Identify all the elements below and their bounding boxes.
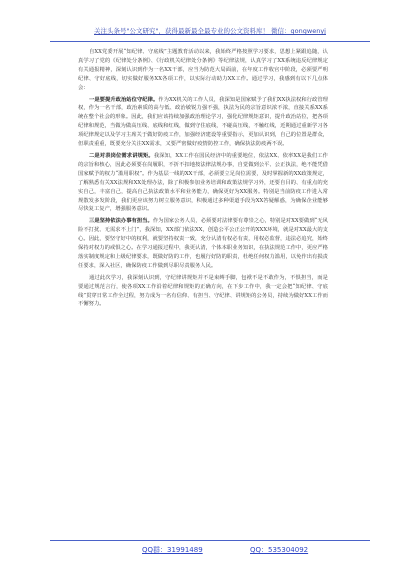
paragraph-heading: 二是对表岗位需求讲规矩。 [89,152,154,159]
paragraph-heading: 三是坚持依法办事有担当。 [89,218,153,225]
page-header: 关注头条号"公文研究"，获得最新最全最专业的公文资料库！ 微信：gongwenyj [94,27,326,35]
paragraph-point-2 [78,152,328,214]
paragraph-text: 作为国家公务人员，必须要对法律要有尊崇之心，特别是对XX要做到“无风险不打扰、无需求不上门”，我深知，XX部门依法XX，创造公平公正公开的XXX环境，就是对XX最大的支心。因此，要坚守好中的权利，就要坚持权责一致，充分认清有权必有责，用权必监督，违法必追究，始终保持对权力的戒惧之心。在学习通报过程中，我更认清，个体本职业务知识，在执法规范工作中，更应严格落实制度规定和上级纪律要求，既做好防的工作，也履行好防的职责，杜绝任何权力滥用，以免作出有损责任要求，深入社区，确保防疫工作做到尽职尽责服务人民。 [78,218,328,269]
document-body [78,48,328,513]
paragraph-heading: 一是要提升政治站位守纪律。 [89,96,159,103]
footer-divider [50,540,370,541]
qq-group-link[interactable]: QQ群：31991489 [142,546,203,554]
paragraph-text: 通过此次学习，我深刻认识到，守纪律讲规矩并不是束缚手脚，包袱不是不敢作为，不惧担当，而是要通过规范言行，使各项XX工作沿着纪律和规矩的正确方向，在下步工作中，我一定会把“知纪律、守底线”贯穿日常工作全过程，努力成为一名有信仰、有担当、守纪律、讲规矩的公务员，持续为做好XX工作而不懈努力。 [78,274,328,308]
paragraph-intro [78,48,328,93]
paragraph-point-3 [78,217,328,270]
qq-contact-link[interactable]: QQ：535304092 [250,546,309,554]
page-footer [50,542,370,556]
header-divider [50,41,370,42]
paragraph-text: 我深知，XX工作在国民经济中的重要地位，依法XX、依率XX是我们工作的宗旨和核心，因此必须要在岗履职，不折不扣地按法律法规办事，自觉做到公平、公正执法，绝不能凭借国家赋予的权力“滥用职权”。作为基层一线的XX干部，必须要立足岗位需要，及时掌握新的XX政策规定，了解熟悉有关XX法规和XX处理办法，除了积极参加业务培训和政策法规学习外，还要自目的、有重点的充实自己，丰富自己，提高自己执法政策水平和业务能力，确保更好为XX服务。特别是当前防疫工作进入常规散发多发阶段，我们更应该努力树立服务意识，积极通过多种渠道手段为XX答疑解惑，为确保企业能够尽快复工复产，增强服务意识。 [78,152,328,213]
paragraph-conclusion [78,274,328,310]
paragraph-text: 自XX党委开展“知纪律、守底线”主题教育活动以来，我始终严格按照学习要求，思想上紧跟追随，认真学习了党的《纪律处分条例》、《行政机关纪律处分条例》等纪律法规，认真学习了XX系统违反纪律规定有关通报精神，深刻认识到作为一名XX干部，应当为防范大局面前，在年度工作收官中阶段，必须要严明纪律、守好底线，切实做好服务XX各项工作，以实际行动助力XX工作。通过学习，我感到有以下几点体会： [78,49,328,91]
paragraph-text: 作为XX机关的工作人员，我深知是国家赋予了我们XX执法权和行政管理权，作为一名干部，政治素质的高与低、政治敏锐力强不强，执法为民的宗旨意识浓不浓，直接关系XX系统在整个社会的形象。因此，我们应该持续加强政治理论学习，强化纪律规矩意识，提升政治站位，把各项纪律和规范，当做为做高压线、底线和红线，做到守住底线，不碰高压线，不触红线，近期通过重新学习各项纪律规定以及学习主席关于做好防疫工作，加强经济建设等重要指示，更加认识到，自己的位置是群众，但职责重重，既要充分关注XX需求，又要严密做好疫情防控工作，确保执法防疫两不误。 [78,96,328,148]
paragraph-point-1 [78,96,328,149]
